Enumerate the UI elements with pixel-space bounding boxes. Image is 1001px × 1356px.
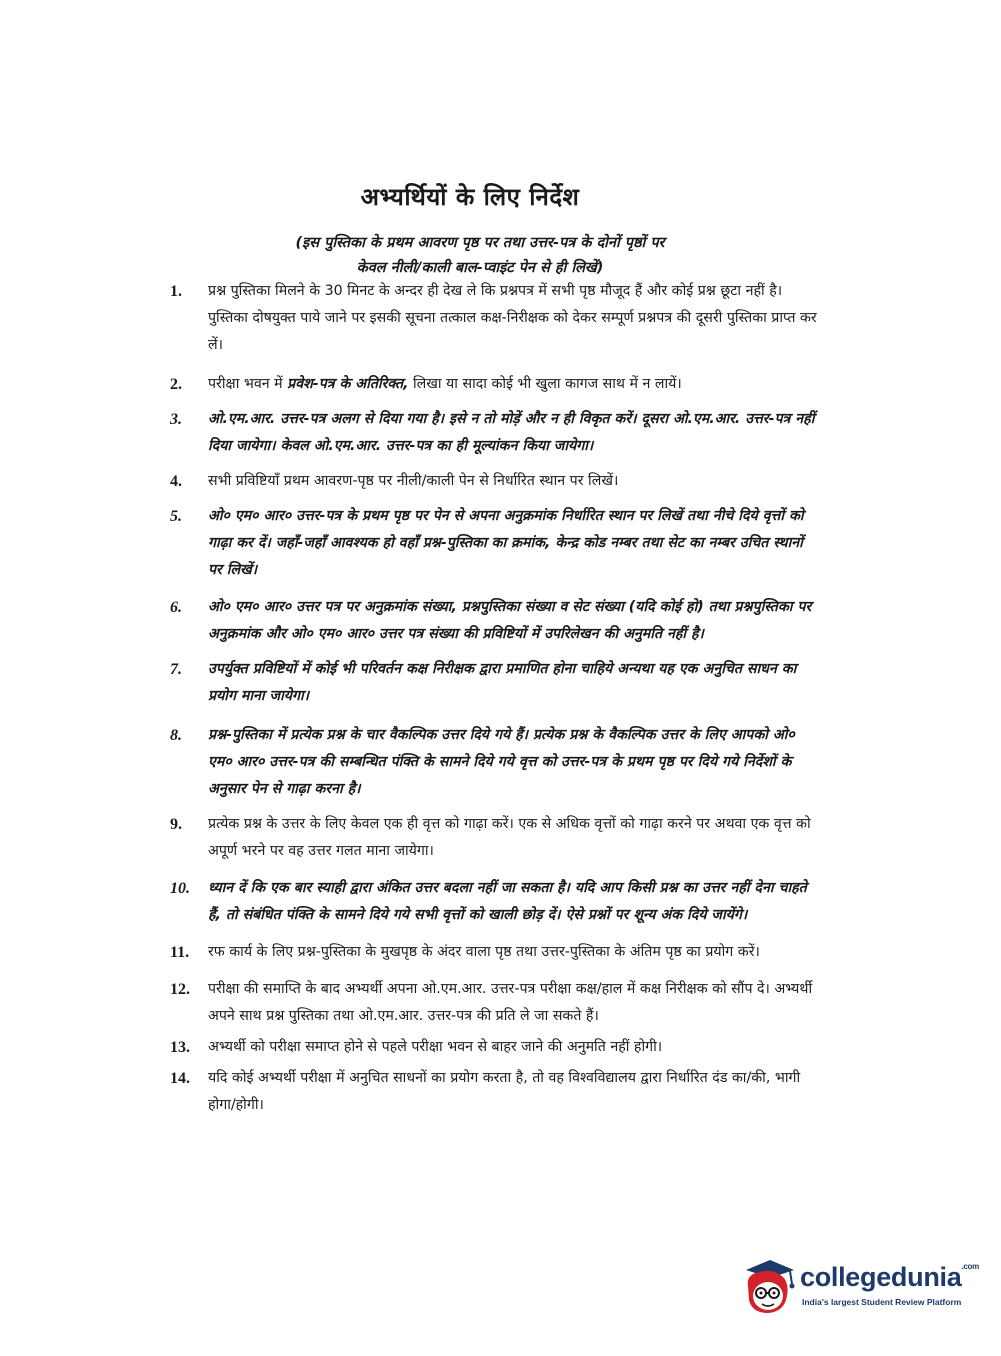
item-number: 3. <box>170 411 182 428</box>
item-number: 12. <box>170 981 190 998</box>
item-text-part: लिखा या सादा कोई भी खुला कागज साथ में न लायें। <box>408 376 682 392</box>
item-text-part: परीक्षा भवन में <box>208 376 288 392</box>
instruction-item <box>170 811 820 865</box>
item-number: 4. <box>170 473 182 490</box>
item-text-emphasis: प्रवेश-पत्र के अतिरिक्त, <box>287 376 409 392</box>
item-number: 8. <box>170 727 182 744</box>
item-number: 10. <box>170 880 190 897</box>
item-text: परीक्षा की समाप्ति के बाद अभ्यर्थी अपना ओ.एम.आर. उत्तर-पत्र परीक्षा कक्ष/हाल में कक्ष निरीक्षक को सौंप दे। अभ्यर्थी अपने साथ प्रश्न पुस्तिका तथा ओ.एम.आर. उत्तर-पत्र की प्रति ले जा सकते हैं। <box>208 981 813 1024</box>
instruction-list <box>170 278 820 1119</box>
item-number: 6. <box>170 599 182 616</box>
instruction-item <box>170 976 820 1030</box>
item-number: 9. <box>170 816 182 833</box>
instruction-item <box>170 594 820 648</box>
item-text: ओ० एम० आर० उत्तर पत्र पर अनुक्रमांक संख्या, प्रश्नपुस्तिका संख्या व सेट संख्या (यदि कोई हो) तथा प्रश्नपुस्तिका पर अनुक्रमांक और ओ० एम० आर० उत्तर पत्र संख्या की प्रविष्टियों में उपरिलेखन की अनुमति नहीं है। <box>208 599 812 642</box>
item-text: सभी प्रविष्टियाँ प्रथम आवरण-पृष्ठ पर नीली/काली पेन से निर्धारित स्थान पर लिखें। <box>208 473 619 489</box>
instruction-item <box>170 875 820 929</box>
mascot-logo-icon <box>740 1256 798 1316</box>
item-text: उपर्युक्त प्रविष्टियों में कोई भी परिवर्तन कक्ष निरीक्षक द्वारा प्रमाणित होना चाहिये अन्यथा यह एक अनुचित साधन का प्रयोग माना जायेगा। <box>208 661 797 704</box>
item-number: 1. <box>170 283 182 300</box>
item-number: 7. <box>170 661 182 678</box>
page-title: अभ्यर्थियों के लिए निर्देश <box>360 183 580 211</box>
item-number: 13. <box>170 1039 190 1056</box>
item-number: 14. <box>170 1070 190 1087</box>
item-text: रफ कार्य के लिए प्रश्न-पुस्तिका के मुखपृष्ठ के अंदर वाला पृष्ठ तथा उत्तर-पुस्तिका के अंतिम पृष्ठ का प्रयोग करें। <box>208 944 760 960</box>
logo-brand: collegedunia <box>800 1262 962 1292</box>
instruction-item <box>170 406 820 460</box>
subtitle-line-1: (इस पुस्तिका के प्रथम आवरण पृष्ठ पर तथा उत्तर-पत्र के दोनों पृष्ठों पर <box>295 235 665 251</box>
logo-wordmark <box>800 1262 979 1293</box>
instruction-item <box>170 278 820 359</box>
logo-tagline: India's largest Student Review Platform <box>802 1297 962 1307</box>
instruction-item <box>170 939 820 966</box>
item-text: प्रश्न पुस्तिका मिलने के 30 मिनट के अन्दर ही देख ले कि प्रश्नपत्र में सभी पृष्ठ मौजूद हैं और कोई प्रश्न छूटा नहीं है। पुस्तिका दोषयुक्त पाये जाने पर इसकी सूचना तत्काल कक्ष-निरीक्षक को देकर सम्पूर्ण प्रश्नपत्र की दूसरी पुस्तिका प्राप्त कर लें। <box>208 283 817 353</box>
item-text: यदि कोई अभ्यर्थी परीक्षा में अनुचित साधनों का प्रयोग करता है, तो वह विश्वविद्यालय द्वारा निर्धारित दंड का/की, भागी होगा/होगी। <box>208 1070 801 1113</box>
instruction-item <box>170 371 820 398</box>
instruction-item <box>170 1034 820 1061</box>
collegedunia-logo[interactable] <box>740 1256 980 1318</box>
page-subtitle <box>200 231 760 281</box>
item-text: ओ० एम० आर० उत्तर-पत्र के प्रथम पृष्ठ पर पेन से अपना अनुक्रमांक निर्धारित स्थान पर लिखें तथा नीचे दिये वृत्तों को गाढ़ा कर दें। जहाँ-जहाँ आवश्यक हो वहाँ प्रश्न-पुस्तिका का क्रमांक, केन्द्र कोड नम्बर तथा सेट का नम्बर उचित स्थानों पर लिखें। <box>208 508 804 578</box>
instruction-item <box>170 722 820 803</box>
instruction-item <box>170 468 820 495</box>
item-number: 11. <box>170 944 190 961</box>
item-text <box>208 371 820 398</box>
item-text: ओ.एम.आर. उत्तर-पत्र अलग से दिया गया है। इसे न तो मोड़ें और न ही विकृत करें। दूसरा ओ.एम.आर. उत्तर-पत्र नहीं दिया जायेगा। केवल ओ.एम.आर. उत्तर-पत्र का ही मूल्यांकन किया जायेगा। <box>208 411 815 454</box>
item-text: प्रत्येक प्रश्न के उत्तर के लिए केवल एक ही वृत्त को गाढ़ा करें। एक से अधिक वृत्तों को गाढ़ा करने पर अथवा एक वृत्त को अपूर्ण भरने पर वह उत्तर गलत माना जायेगा। <box>208 816 811 859</box>
instruction-item <box>170 503 820 584</box>
logo-tld: .com <box>961 1262 979 1271</box>
subtitle-line-2: केवल नीली/काली बाल-प्वाइंट पेन से ही लिखें) <box>356 260 604 276</box>
item-text: प्रश्न-पुस्तिका में प्रत्येक प्रश्न के चार वैकल्पिक उत्तर दिये गये हैं। प्रत्येक प्रश्न के वैकल्पिक उत्तर के लिए आपको ओ० एम० आर० उत्तर-पत्र की सम्बन्धित पंक्ति के सामने दिये गये वृत्त को उत्तर-पत्र के प्रथम पृष्ठ पर दिये गये निर्देशों के अनुसार पेन से गाढ़ा करना है। <box>208 727 795 797</box>
item-text: ध्यान दें कि एक बार स्याही द्वारा अंकित उत्तर बदला नहीं जा सकता है। यदि आप किसी प्रश्न का उत्तर नहीं देना चाहते हैं, तो संबंधित पंक्ति के सामने दिये गये सभी वृत्तों को खाली छोड़ दें। ऐसे प्रश्नों पर शून्य अंक दिये जायेंगे। <box>208 880 807 923</box>
item-text: अभ्यर्थी को परीक्षा समाप्त होने से पहले परीक्षा भवन से बाहर जाने की अनुमति नहीं होगी। <box>208 1039 663 1055</box>
instruction-item <box>170 656 820 710</box>
item-number: 5. <box>170 508 182 525</box>
item-number: 2. <box>170 376 182 393</box>
instruction-item <box>170 1065 820 1119</box>
